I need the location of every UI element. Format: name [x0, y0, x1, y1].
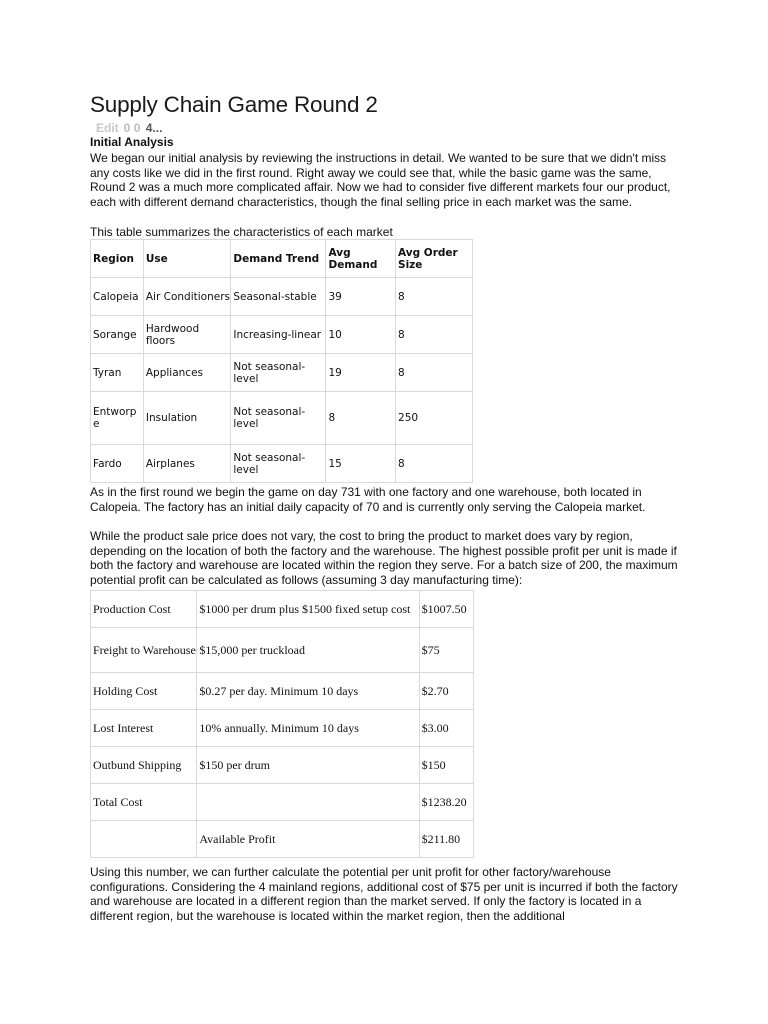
paragraph-table-caption: This table summarizes the characteristics of each market	[90, 225, 393, 239]
table-cell: $3.00	[419, 710, 473, 747]
table-row	[91, 316, 473, 354]
table-cell: Seasonal-stable	[231, 278, 326, 316]
table-cell: 8	[326, 392, 396, 445]
section-heading: Initial Analysis	[90, 135, 174, 149]
table-cell: Not seasonal-level	[231, 354, 326, 392]
table-cell: $211.80	[419, 821, 473, 858]
table-cell: $2.70	[419, 673, 473, 710]
table-row	[91, 784, 474, 821]
table-cell: 8	[396, 316, 473, 354]
table-cell: Total Cost	[91, 784, 197, 821]
table-cell: Lost Interest	[91, 710, 197, 747]
table-cell: 10% annually. Minimum 10 days	[197, 710, 419, 747]
table-cell	[91, 821, 197, 858]
table-cell: Airplanes	[143, 445, 231, 483]
table-cell: Sorange	[91, 316, 144, 354]
table-cell: Hardwood floors	[143, 316, 231, 354]
table-cell: Available Profit	[197, 821, 419, 858]
table-row	[91, 747, 474, 784]
table-cell: $150 per drum	[197, 747, 419, 784]
table-cell: Not seasonal-level	[231, 392, 326, 445]
table-row	[91, 591, 474, 628]
table-row	[91, 673, 474, 710]
edit-count-b: 0	[133, 121, 141, 135]
table-row	[91, 445, 473, 483]
table-cell: Production Cost	[91, 591, 197, 628]
table-cell: Appliances	[143, 354, 231, 392]
table-cell: 39	[326, 278, 396, 316]
table-cell: 250	[396, 392, 473, 445]
header-cell: Demand Trend	[231, 240, 326, 278]
table-cell: Not seasonal-level	[231, 445, 326, 483]
paragraph-configurations: Using this number, we can further calculate the potential per unit profit for other factory/warehouse configurations. Considering the 4 mainland regions, additional cost of $75 per unit is incurred if both the factory and warehouse are located in a different region than the market served. If only the factory is located in a different region, but the warehouse is located within the market region, then the additional	[90, 865, 678, 923]
table-cell: Increasing-linear	[231, 316, 326, 354]
edit-count-a: 0	[123, 121, 131, 135]
table-cell: Tyran	[91, 354, 144, 392]
table-cell: $1238.20	[419, 784, 473, 821]
header-cell: Avg Demand	[326, 240, 396, 278]
markets-table	[90, 239, 473, 483]
table-cell: $1007.50	[419, 591, 473, 628]
table-cell: 8	[396, 278, 473, 316]
header-cell: Use	[143, 240, 231, 278]
table-cell: $150	[419, 747, 473, 784]
table-row	[91, 354, 473, 392]
table-cell: $15,000 per truckload	[197, 628, 419, 673]
table-row	[91, 710, 474, 747]
table-cell: Insulation	[143, 392, 231, 445]
table-cell: Entworp e	[91, 392, 144, 445]
table-cell: Calopeia	[91, 278, 144, 316]
table-cell	[197, 784, 419, 821]
paragraph-profit: While the product sale price does not vary, the cost to bring the product to market does vary by region, depending on the location of both the factory and the warehouse. The highest possible profit per unit is made if both the factory and warehouse are located within the region they serve. For a batch size of 200, the maximum potential profit can be calculated as follows (assuming 3 day manufacturing time):	[90, 529, 678, 587]
table-cell: 19	[326, 354, 396, 392]
header-cell: Region	[91, 240, 144, 278]
table-cell: Fardo	[91, 445, 144, 483]
table-row	[91, 628, 474, 673]
table-cell: 8	[396, 354, 473, 392]
table-cell: Freight to Warehouse	[91, 628, 197, 673]
table-cell: $75	[419, 628, 473, 673]
table-cell: 15	[326, 445, 396, 483]
table-header-row	[91, 240, 473, 278]
table-cell: Holding Cost	[91, 673, 197, 710]
table-row	[91, 821, 474, 858]
more-link[interactable]: 4...	[145, 121, 163, 135]
table-cell: 10	[326, 316, 396, 354]
table-cell: Air Conditioners	[143, 278, 231, 316]
paragraph-first-round: As in the first round we begin the game on day 731 with one factory and one warehouse, both located in Calopeia. The factory has an initial daily capacity of 70 and is currently only serving the Calopeia market.	[90, 485, 646, 514]
header-cell: Avg Order Size	[396, 240, 473, 278]
paragraph-intro: We began our initial analysis by reviewing the instructions in detail. We wanted to be sure that we didn't miss any costs like we did in the first round. Right away we could see that, while the basic game was the same, Round 2 was a much more complicated affair. Now we had to consider five different markets four our product, each with different demand characteristics, though the final selling price in each market was the same.	[90, 151, 671, 209]
table-cell: 8	[396, 445, 473, 483]
table-cell: $0.27 per day. Minimum 10 days	[197, 673, 419, 710]
table-row	[91, 278, 473, 316]
table-cell: $1000 per drum plus $1500 fixed setup cost	[197, 591, 419, 628]
table-row	[91, 392, 473, 445]
edit-toolbar	[96, 121, 162, 135]
edit-link[interactable]: Edit	[96, 121, 119, 135]
page-title: Supply Chain Game Round 2	[90, 92, 378, 117]
table-cell: Outbund Shipping	[91, 747, 197, 784]
cost-table	[90, 590, 474, 858]
